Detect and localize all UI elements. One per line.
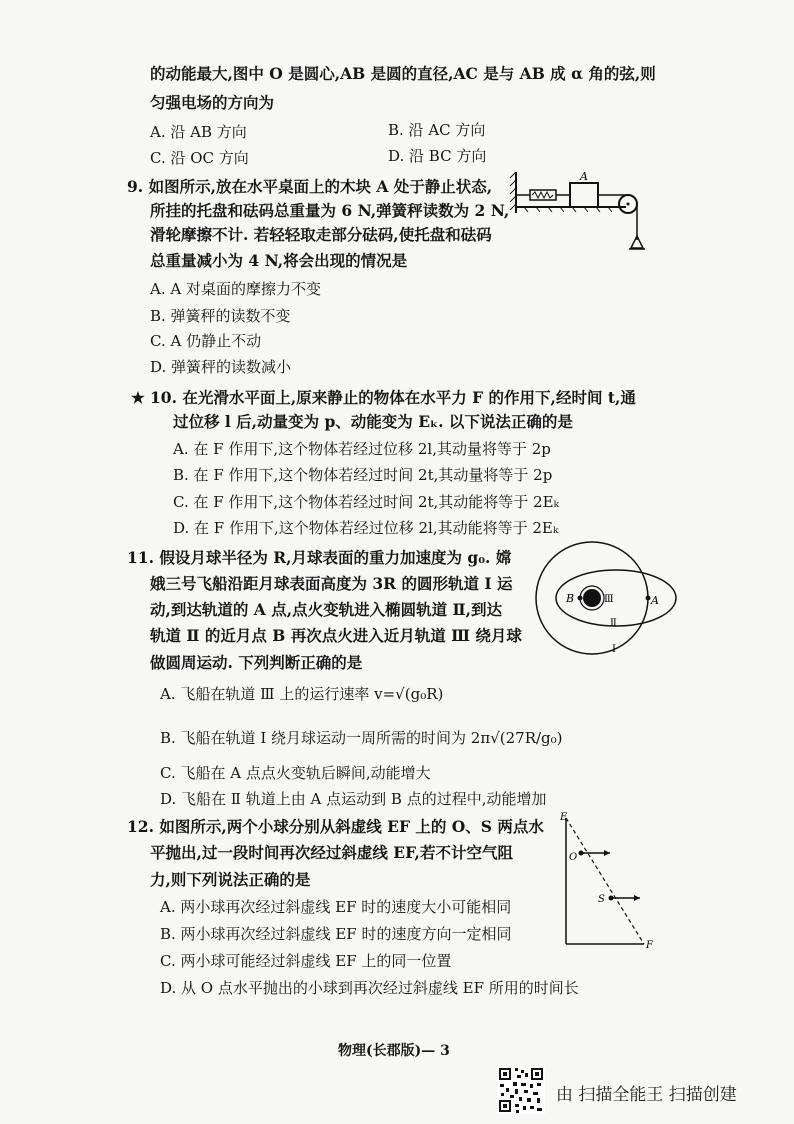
q9-spring-pulley-figure xyxy=(510,168,660,258)
q11-figure-label-a: A xyxy=(651,594,659,607)
scanner-watermark: 由 扫描全能王 扫描创建 xyxy=(556,1085,737,1105)
q12-figure-label-f: F xyxy=(646,940,653,951)
q12-option-a: A. 两小球再次经过斜虚线 EF 时的速度大小可能相同 xyxy=(160,898,512,916)
page-footer: 物理(长郡版)— 3 xyxy=(338,1043,450,1059)
q8-option-b: B. 沿 AC 方向 xyxy=(388,121,486,139)
q11-line-5: 做圆周运动. 下列判断正确的是 xyxy=(150,653,363,672)
q11-option-b: B. 飞船在轨道 Ⅰ 绕月球运动一周所需的时间为 2π√(27R/g₀) xyxy=(160,729,563,747)
q8-option-a: A. 沿 AB 方向 xyxy=(150,123,247,141)
q12-option-d: D. 从 O 点水平抛出的小球到再次经过斜虚线 EF 所用的时间长 xyxy=(160,979,579,997)
q9-line-2: 所挂的托盘和砝码总重量为 6 N,弹簧秤读数为 2 N, xyxy=(150,201,510,220)
q11-option-c: C. 飞船在 A 点点火变轨后瞬间,动能增大 xyxy=(160,764,431,782)
q10-option-d: D. 在 F 作用下,这个物体若经过位移 2l,其动能将等于 2Eₖ xyxy=(173,519,559,537)
q8-option-c: C. 沿 OC 方向 xyxy=(150,149,249,167)
q11-line-4: 轨道 Ⅱ 的近月点 B 再次点火进入近月轨道 Ⅲ 绕月球 xyxy=(150,626,522,645)
q12-line-1: 12. 如图所示,两个小球分别从斜虚线 EF 上的 O、S 两点水 xyxy=(127,817,544,836)
q9-line-4: 总重量减小为 4 N,将会出现的情况是 xyxy=(150,251,408,270)
q11-line-3: 动,到达轨道的 A 点,点火变轨进入椭圆轨道 Ⅱ,到达 xyxy=(150,600,502,619)
q9-option-c: C. A 仍静止不动 xyxy=(150,332,262,350)
q12-line-3: 力,则下列说法正确的是 xyxy=(150,870,311,889)
q10-option-c: C. 在 F 作用下,这个物体若经过时间 2t,其动能将等于 2Eₖ xyxy=(173,493,560,511)
q12-line-2: 平抛出,过一段时间再次经过斜虚线 EF,若不计空气阻 xyxy=(150,843,513,862)
q9-option-d: D. 弹簧秤的读数减小 xyxy=(150,358,292,376)
q11-figure-label-orbit-1: Ⅰ xyxy=(612,644,616,655)
q12-incline-figure xyxy=(558,812,668,952)
q12-figure-label-s: S xyxy=(598,894,605,905)
q9-figure-label-a: A xyxy=(580,170,588,183)
q9-line-1: 9. 如图所示,放在水平桌面上的木块 A 处于静止状态, xyxy=(127,177,493,196)
q12-option-b: B. 两小球再次经过斜虚线 EF 时的速度方向一定相同 xyxy=(160,925,512,943)
q10-option-a: A. 在 F 作用下,这个物体若经过位移 2l,其动量将等于 2p xyxy=(173,440,551,458)
q12-figure-label-o: O xyxy=(569,852,578,863)
q10-line-1: 10. 在光滑水平面上,原来静止的物体在水平力 F 的作用下,经时间 t,通 xyxy=(150,388,636,407)
q9-option-b: B. 弹簧秤的读数不变 xyxy=(150,307,291,325)
q11-figure-label-orbit-2: Ⅱ xyxy=(610,618,617,629)
q11-line-2: 娥三号飞船沿距月球表面高度为 3R 的圆形轨道 Ⅰ 运 xyxy=(150,574,513,593)
q8-line-2: 匀强电场的方向为 xyxy=(150,93,275,112)
q10-option-b: B. 在 F 作用下,这个物体若经过时间 2t,其动量将等于 2p xyxy=(173,466,553,484)
q11-figure-label-b: B xyxy=(566,592,575,605)
qr-code-icon xyxy=(497,1066,545,1114)
q11-figure-label-orbit-3: Ⅲ xyxy=(604,594,614,605)
q12-option-c: C. 两小球可能经过斜虚线 EF 上的同一位置 xyxy=(160,952,452,970)
q8-line-1: 的动能最大,图中 O 是圆心,AB 是圆的直径,AC 是与 AB 成 α 角的弦,则 xyxy=(150,64,656,83)
q10-line-2: 过位移 l 后,动量变为 p、动能变为 Eₖ. 以下说法正确的是 xyxy=(173,412,573,431)
q12-figure-label-e: E xyxy=(560,812,568,823)
q9-line-3: 滑轮摩擦不计. 若轻轻取走部分砝码,使托盘和砝码 xyxy=(150,225,492,244)
q8-option-d: D. 沿 BC 方向 xyxy=(388,147,487,165)
q11-option-d: D. 飞船在 Ⅱ 轨道上由 A 点运动到 B 点的过程中,动能增加 xyxy=(160,790,547,808)
q10-star-marker: ★ xyxy=(131,388,145,407)
q11-line-1: 11. 假设月球半径为 R,月球表面的重力加速度为 g₀. 嫦 xyxy=(127,548,512,567)
q9-option-a: A. A 对桌面的摩擦力不变 xyxy=(150,280,321,298)
q11-option-a: A. 飞船在轨道 Ⅲ 上的运行速率 v=√(g₀R) xyxy=(160,685,444,703)
q11-orbit-figure xyxy=(532,538,662,668)
